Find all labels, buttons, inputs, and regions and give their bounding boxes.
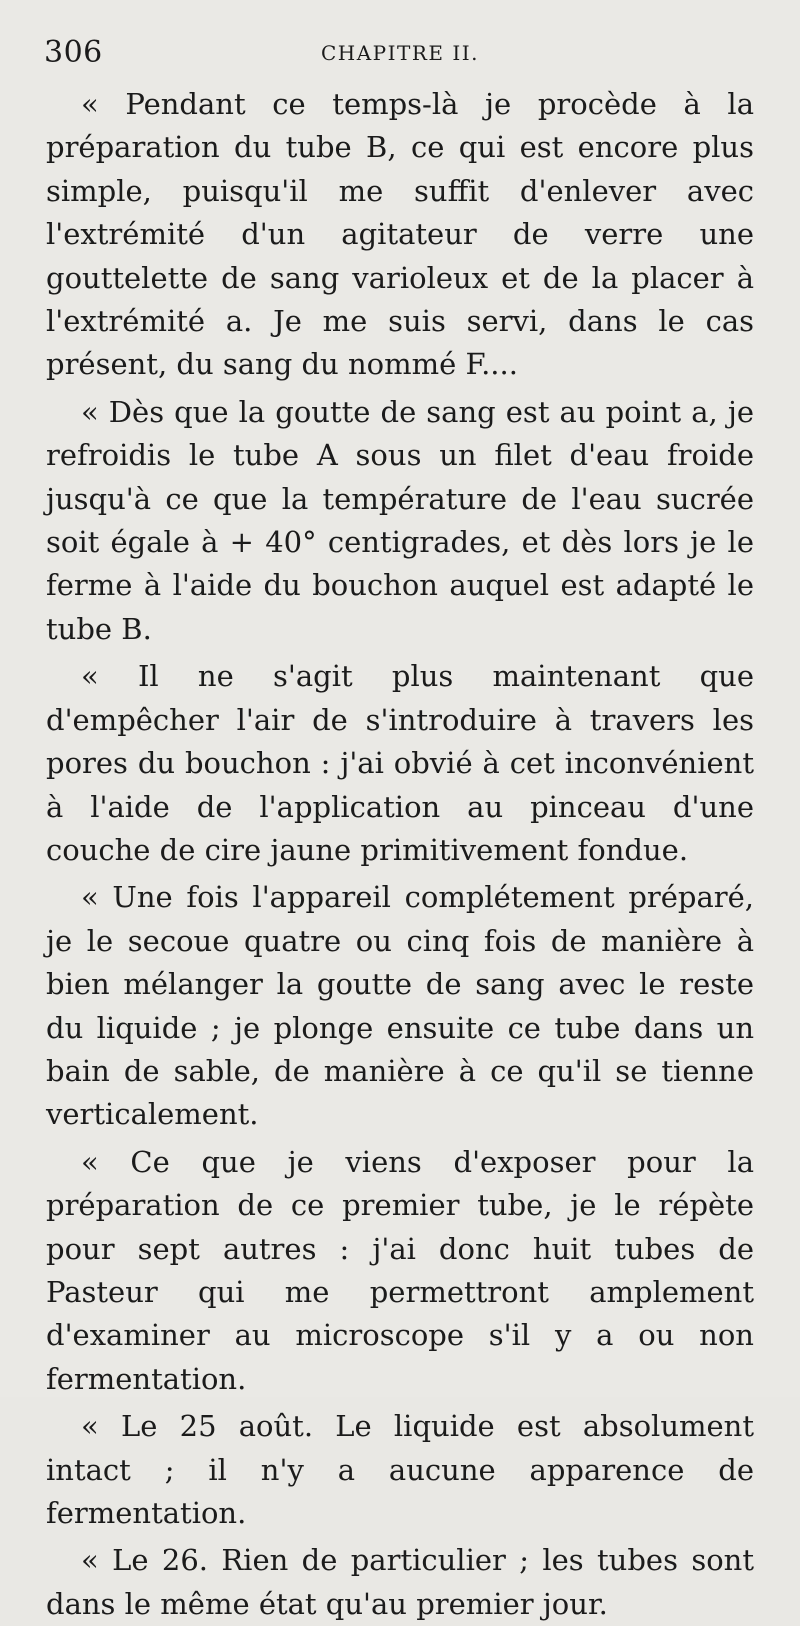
body-text: [46, 83, 754, 1626]
page-number: 306: [44, 35, 103, 70]
paragraph: « Il ne s'agit plus maintenant que d'empêcher l'air de s'introduire à travers les pores du bouchon : j'ai obvié à cet inconvénient à l'aide de l'application au pinceau d'une couche de cire jaune primitivement fondue.: [46, 659, 754, 867]
paragraph: « Pendant ce temps-là je procède à la préparation du tube B, ce qui est encore plus simple, puisqu'il me suffit d'enlever avec l'extrémité d'un agitateur de verre une gouttelette de sang varioleux et de la placer à l'extrémité a. Je me suis servi, dans le cas présent, du sang du nommé F....: [46, 87, 754, 382]
running-title: CHAPITRE II.: [320, 41, 480, 65]
paragraph: « Une fois l'appareil complétement préparé, je le secoue quatre ou cinq fois de manière à bien mélanger la goutte de sang avec le reste du liquide ; je plonge ensuite ce tube dans un bain de sable, de manière à ce qu'il se tienne verticalement.: [46, 880, 754, 1132]
page-header: [44, 30, 756, 76]
paragraph: « Le 25 août. Le liquide est absolument intact ; il n'y a aucune apparence de fermentation.: [46, 1409, 754, 1530]
paragraph: « Dès que la goutte de sang est au point a, je refroidis le tube A sous un filet d'eau froide jusqu'à ce que la température de l'eau sucrée soit égale à + 40° centigrades, et dès lors je le ferme à l'aide du bouchon auquel est adapté le tube B.: [46, 394, 754, 646]
paragraph: « Ce que je viens d'exposer pour la préparation de ce premier tube, je le répète pour sept autres : j'ai donc huit tubes de Pasteur qui me permettront amplement d'examiner au microscope s'il y a ou non fermentation.: [46, 1144, 754, 1396]
paragraph: « Le 26. Rien de particulier ; les tubes sont dans le même état qu'au premier jour.: [46, 1543, 754, 1621]
